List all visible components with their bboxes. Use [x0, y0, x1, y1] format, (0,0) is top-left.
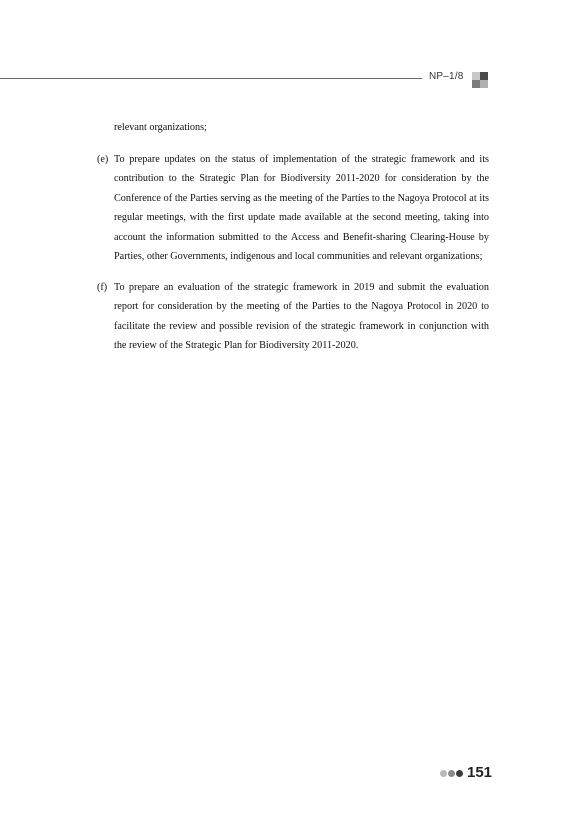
list-item-marker: (f): [97, 281, 108, 293]
list-item-f: [97, 278, 489, 356]
list-item-e: [97, 150, 489, 267]
list-item-text: To prepare updates on the status of implementation of the strategic framework and its contribution to the Strategic Plan for Biodiversity 2011-2020 for consideration by the Conference of the Parties serving as the meeting of the Parties to the Nagoya Protocol at its regular meetings, with the first update made available at the second meeting, taking into account the information submitted to the Access and Benefit-sharing Clearing-House by Parties, other Governments, indigenous and local communities and relevant organizations;: [114, 153, 489, 262]
list-item-marker: (e): [97, 153, 109, 165]
continuation-text: relevant organizations;: [114, 122, 207, 133]
list-item-text: To prepare an evaluation of the strategic framework in 2019 and submit the evaluation report for consideration by the meeting of the Parties to the Nagoya Protocol in 2020 to facilitate the review and possible revision of the strategic framework in conjunction with the review of the Strategic Plan for Biodiversity 2011-2020.: [114, 281, 489, 351]
document-code: NP–1/8: [429, 71, 464, 82]
footer-dots-icon: [440, 770, 466, 778]
body-text: [97, 118, 489, 367]
header-rule: [0, 78, 422, 79]
page-number: 151: [467, 764, 493, 781]
header-square-mark-icon: [472, 72, 488, 88]
